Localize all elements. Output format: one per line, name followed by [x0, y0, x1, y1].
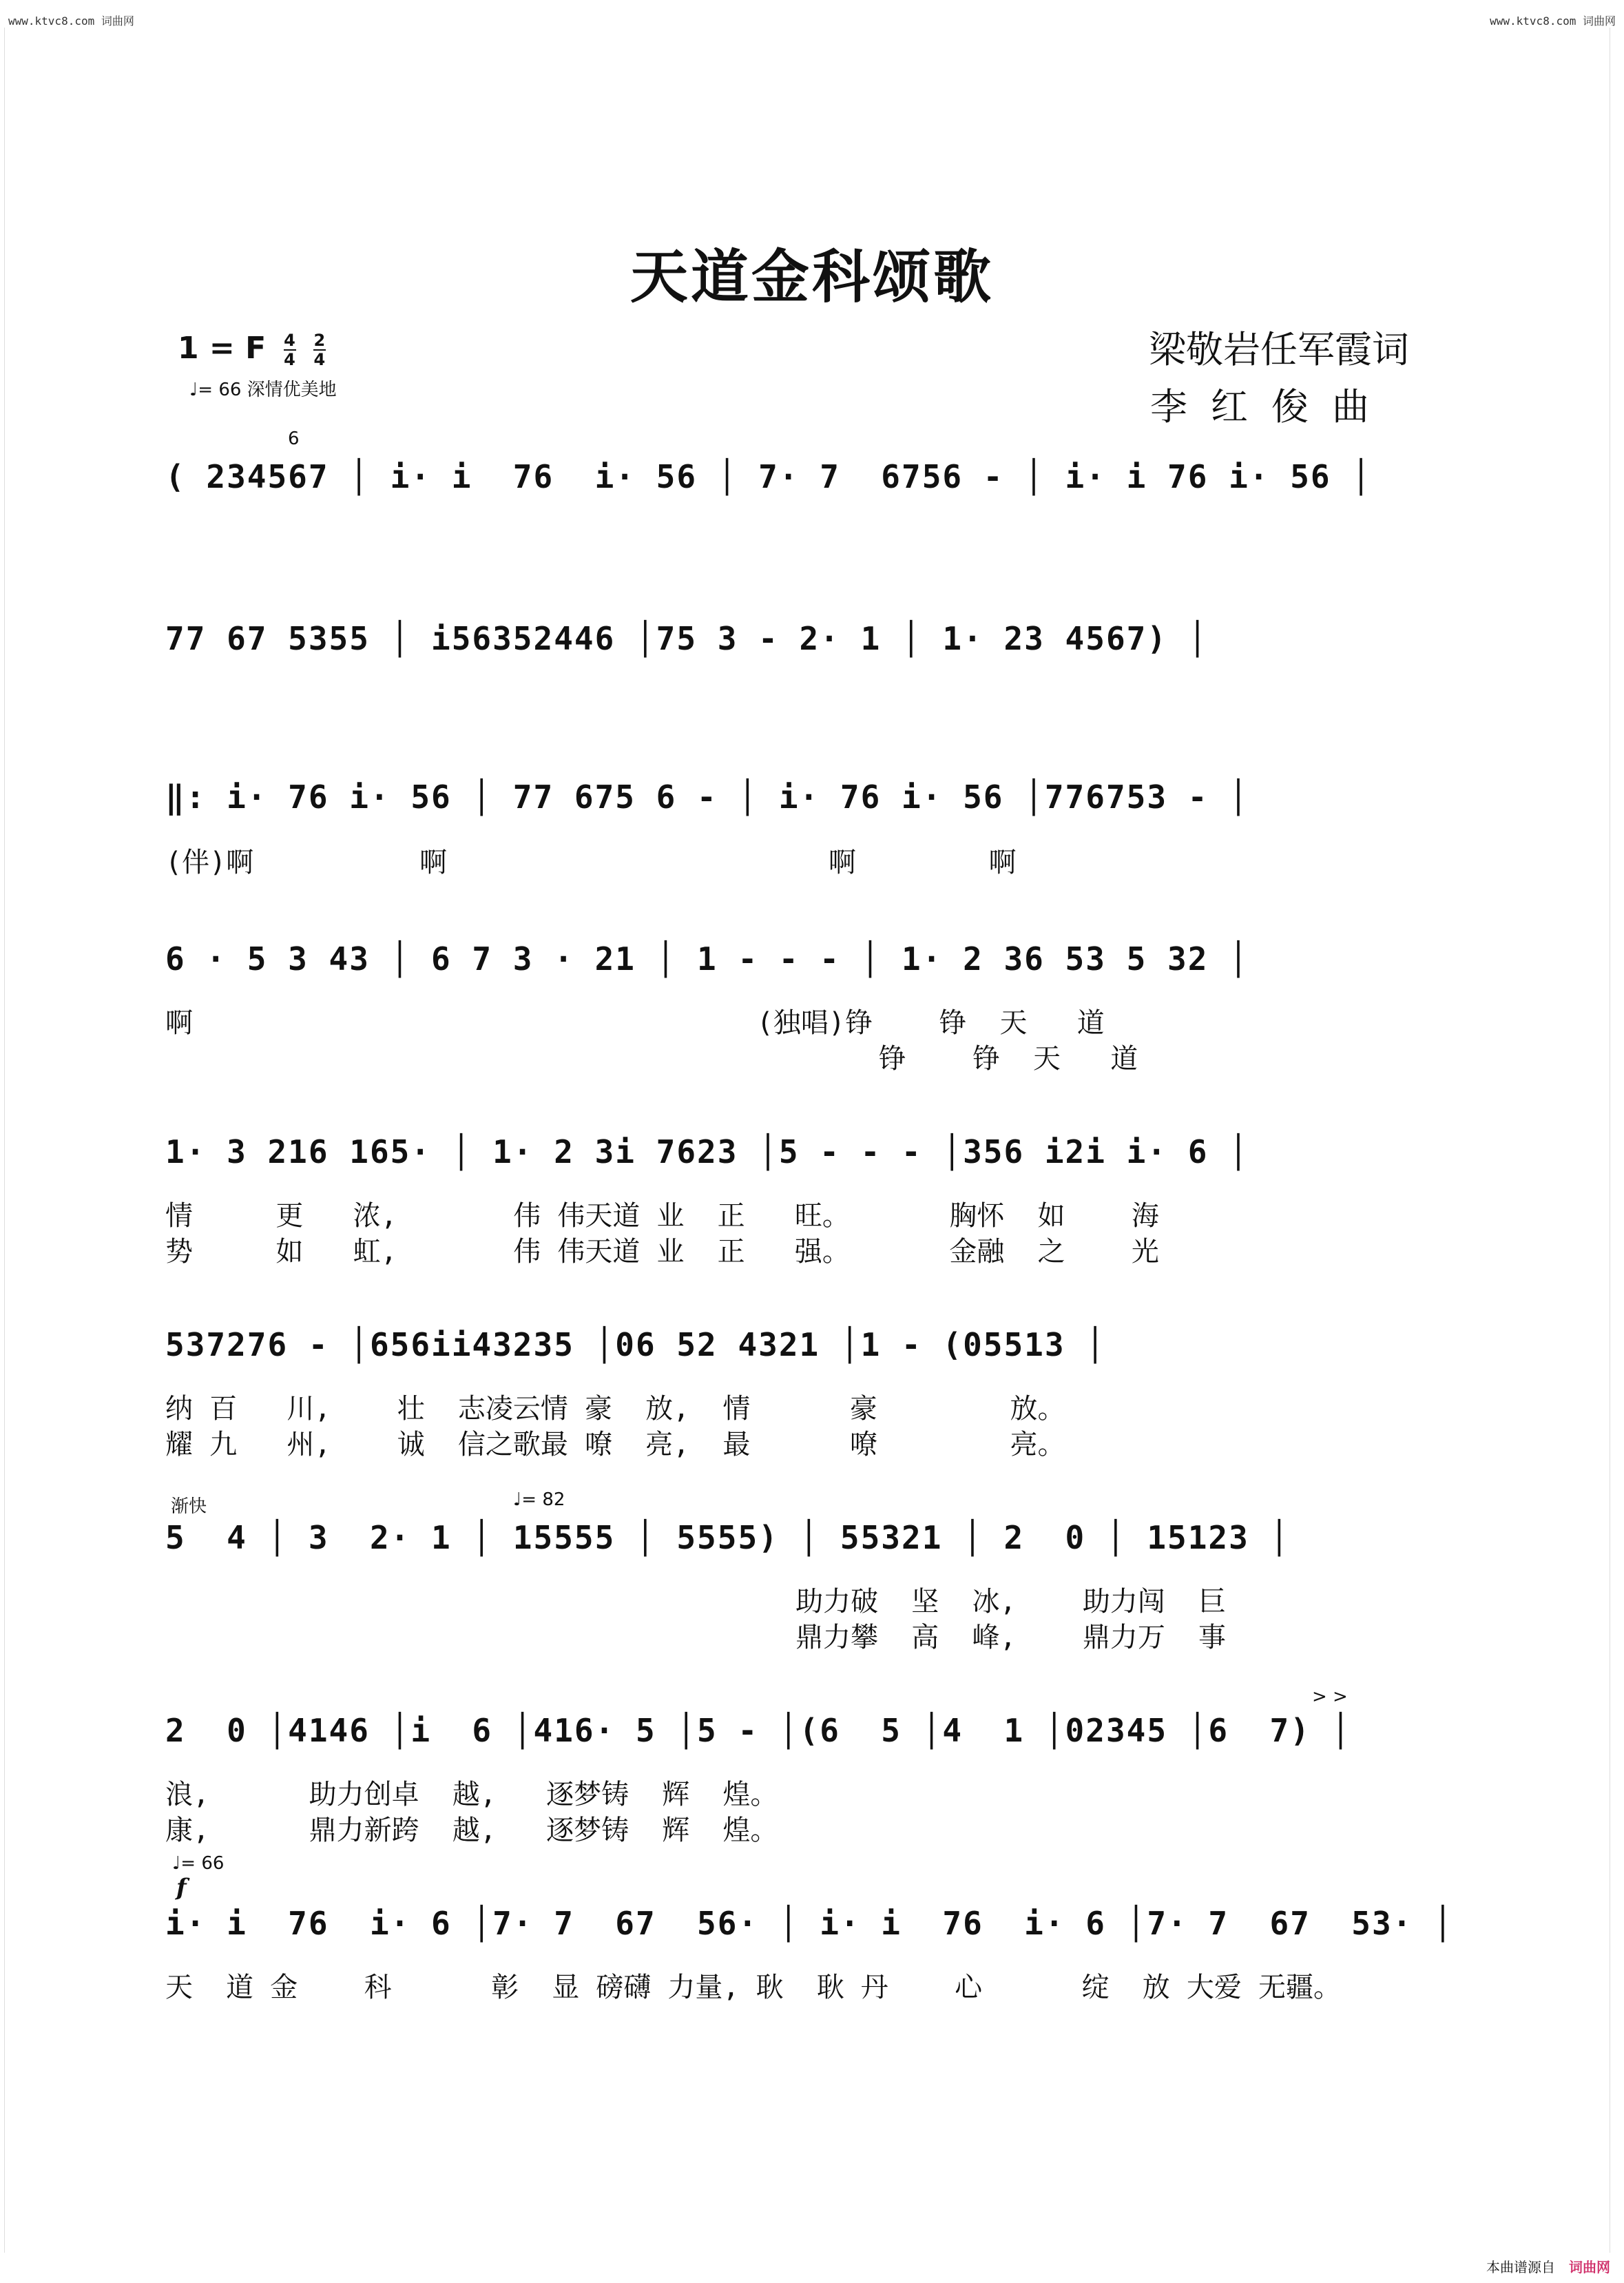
site-watermark-right: www.ktvc8.com 词曲网: [1490, 14, 1616, 28]
lyric-line-2: 鼎力攀 高 峰, 鼎力万 事: [165, 1622, 1227, 1653]
lyric-line-1: 纳 百 川, 壮 志凌云情 豪 放, 情 豪 放。: [165, 1393, 1065, 1425]
notation-line: 77 67 5355 │ i56352446 │75 3 - 2· 1 │ 1· 23 4567) │: [165, 620, 1209, 657]
tempo-change-82: ♩= 82: [513, 1489, 565, 1510]
key-signature: [178, 331, 326, 368]
notation-line: 6 · 5 3 43 │ 6 7 3 · 21 │ 1 - - - │ 1· 2 36 53 5 32 │: [165, 940, 1249, 978]
tempo-change-66: ♩= 66: [172, 1853, 225, 1874]
lyric-line-1: 情 更 浓, 伟 伟天道 业 正 旺。 胸怀 如 海: [165, 1200, 1159, 1232]
notation-line: 5 4 │ 3 2· 1 │ 15555 │ 5555) │ 55321 │ 2 0 │ 15123 │: [165, 1519, 1291, 1556]
lyricist-credit: 梁敬岩任军霞词: [1149, 328, 1409, 371]
footer-site-link[interactable]: 词曲网: [1569, 2259, 1610, 2275]
lyric-line-2: 康, 鼎力新跨 越, 逐梦铸 辉 煌。: [165, 1815, 778, 1846]
site-watermark-left: www.ktvc8.com 词曲网: [8, 14, 134, 28]
lyric-line-1: 天 道 金 科 彰 显 磅礴 力量, 耿 耿 丹 心 绽 放 大爱 无疆。: [165, 1972, 1341, 2003]
tempo-marking: ♩= 66 深情优美地: [189, 380, 337, 400]
accelerando-mark: 渐快: [171, 1496, 207, 1517]
lyric-line-1: 啊 (独唱)铮 铮 天 道: [165, 1007, 1105, 1039]
notation-line: 2 0 │4146 │i 6 │416· 5 │5 - │(6 5 │4 1 │02345 │6 7) │: [165, 1712, 1352, 1749]
lyric-line-1: 浪, 助力创卓 越, 逐梦铸 辉 煌。: [165, 1779, 778, 1810]
lyric-line-2: 铮 铮 天 道: [165, 1043, 1138, 1075]
notation-line: ‖: i· 76 i· 56 │ 77 675 6 - │ i· 76 i· 56 │776753 - │: [165, 778, 1249, 816]
dynamic-forte: f: [176, 1874, 187, 1901]
right-margin-strip: [1610, 28, 1620, 2253]
composer-credit: 李红俊曲: [1150, 385, 1393, 428]
lyric-line-1: (伴)啊 啊 啊 啊: [165, 847, 1017, 878]
footer-source: [1486, 2256, 1610, 2276]
lyric-line-2: 势 如 虹, 伟 伟天道 业 正 强。 金融 之 光: [165, 1236, 1159, 1268]
time-signature-2: $\frac{2}{4}$: [313, 331, 326, 369]
notation-line: i· i 76 i· 6 │7· 7 67 56· │ i· i 76 i· 6 │7· 7 67 53· │: [165, 1905, 1454, 1942]
time-signature-1: $\frac{4}{4}$: [284, 331, 295, 369]
notation-line: 1· 3 216 165· │ 1· 2 3i 7623 │5 - - - │356 i2i i· 6 │: [165, 1133, 1249, 1170]
lyric-line-2: 耀 九 州, 诚 信之歌最 嘹 亮, 最 嘹 亮。: [165, 1429, 1065, 1460]
accent-marks: > >: [1312, 1686, 1348, 1707]
footer-source-text: 本曲谱源自: [1486, 2259, 1555, 2275]
key-text: 1 = F: [178, 331, 267, 366]
notation-line: 537276 - │656ii43235 │06 52 4321 │1 - (05513 │: [165, 1326, 1106, 1363]
notation-line: ( 234567 │ i· i 76 i· 56 │ 7· 7 6756 - │ i· i 76 i· 56 │: [165, 458, 1372, 495]
left-margin-strip: [4, 28, 14, 2253]
tuplet-mark: 6: [288, 428, 300, 449]
song-title: 天道金科颂歌: [629, 242, 994, 311]
lyric-line-1: 助力破 坚 冰, 助力闯 巨: [165, 1586, 1227, 1618]
